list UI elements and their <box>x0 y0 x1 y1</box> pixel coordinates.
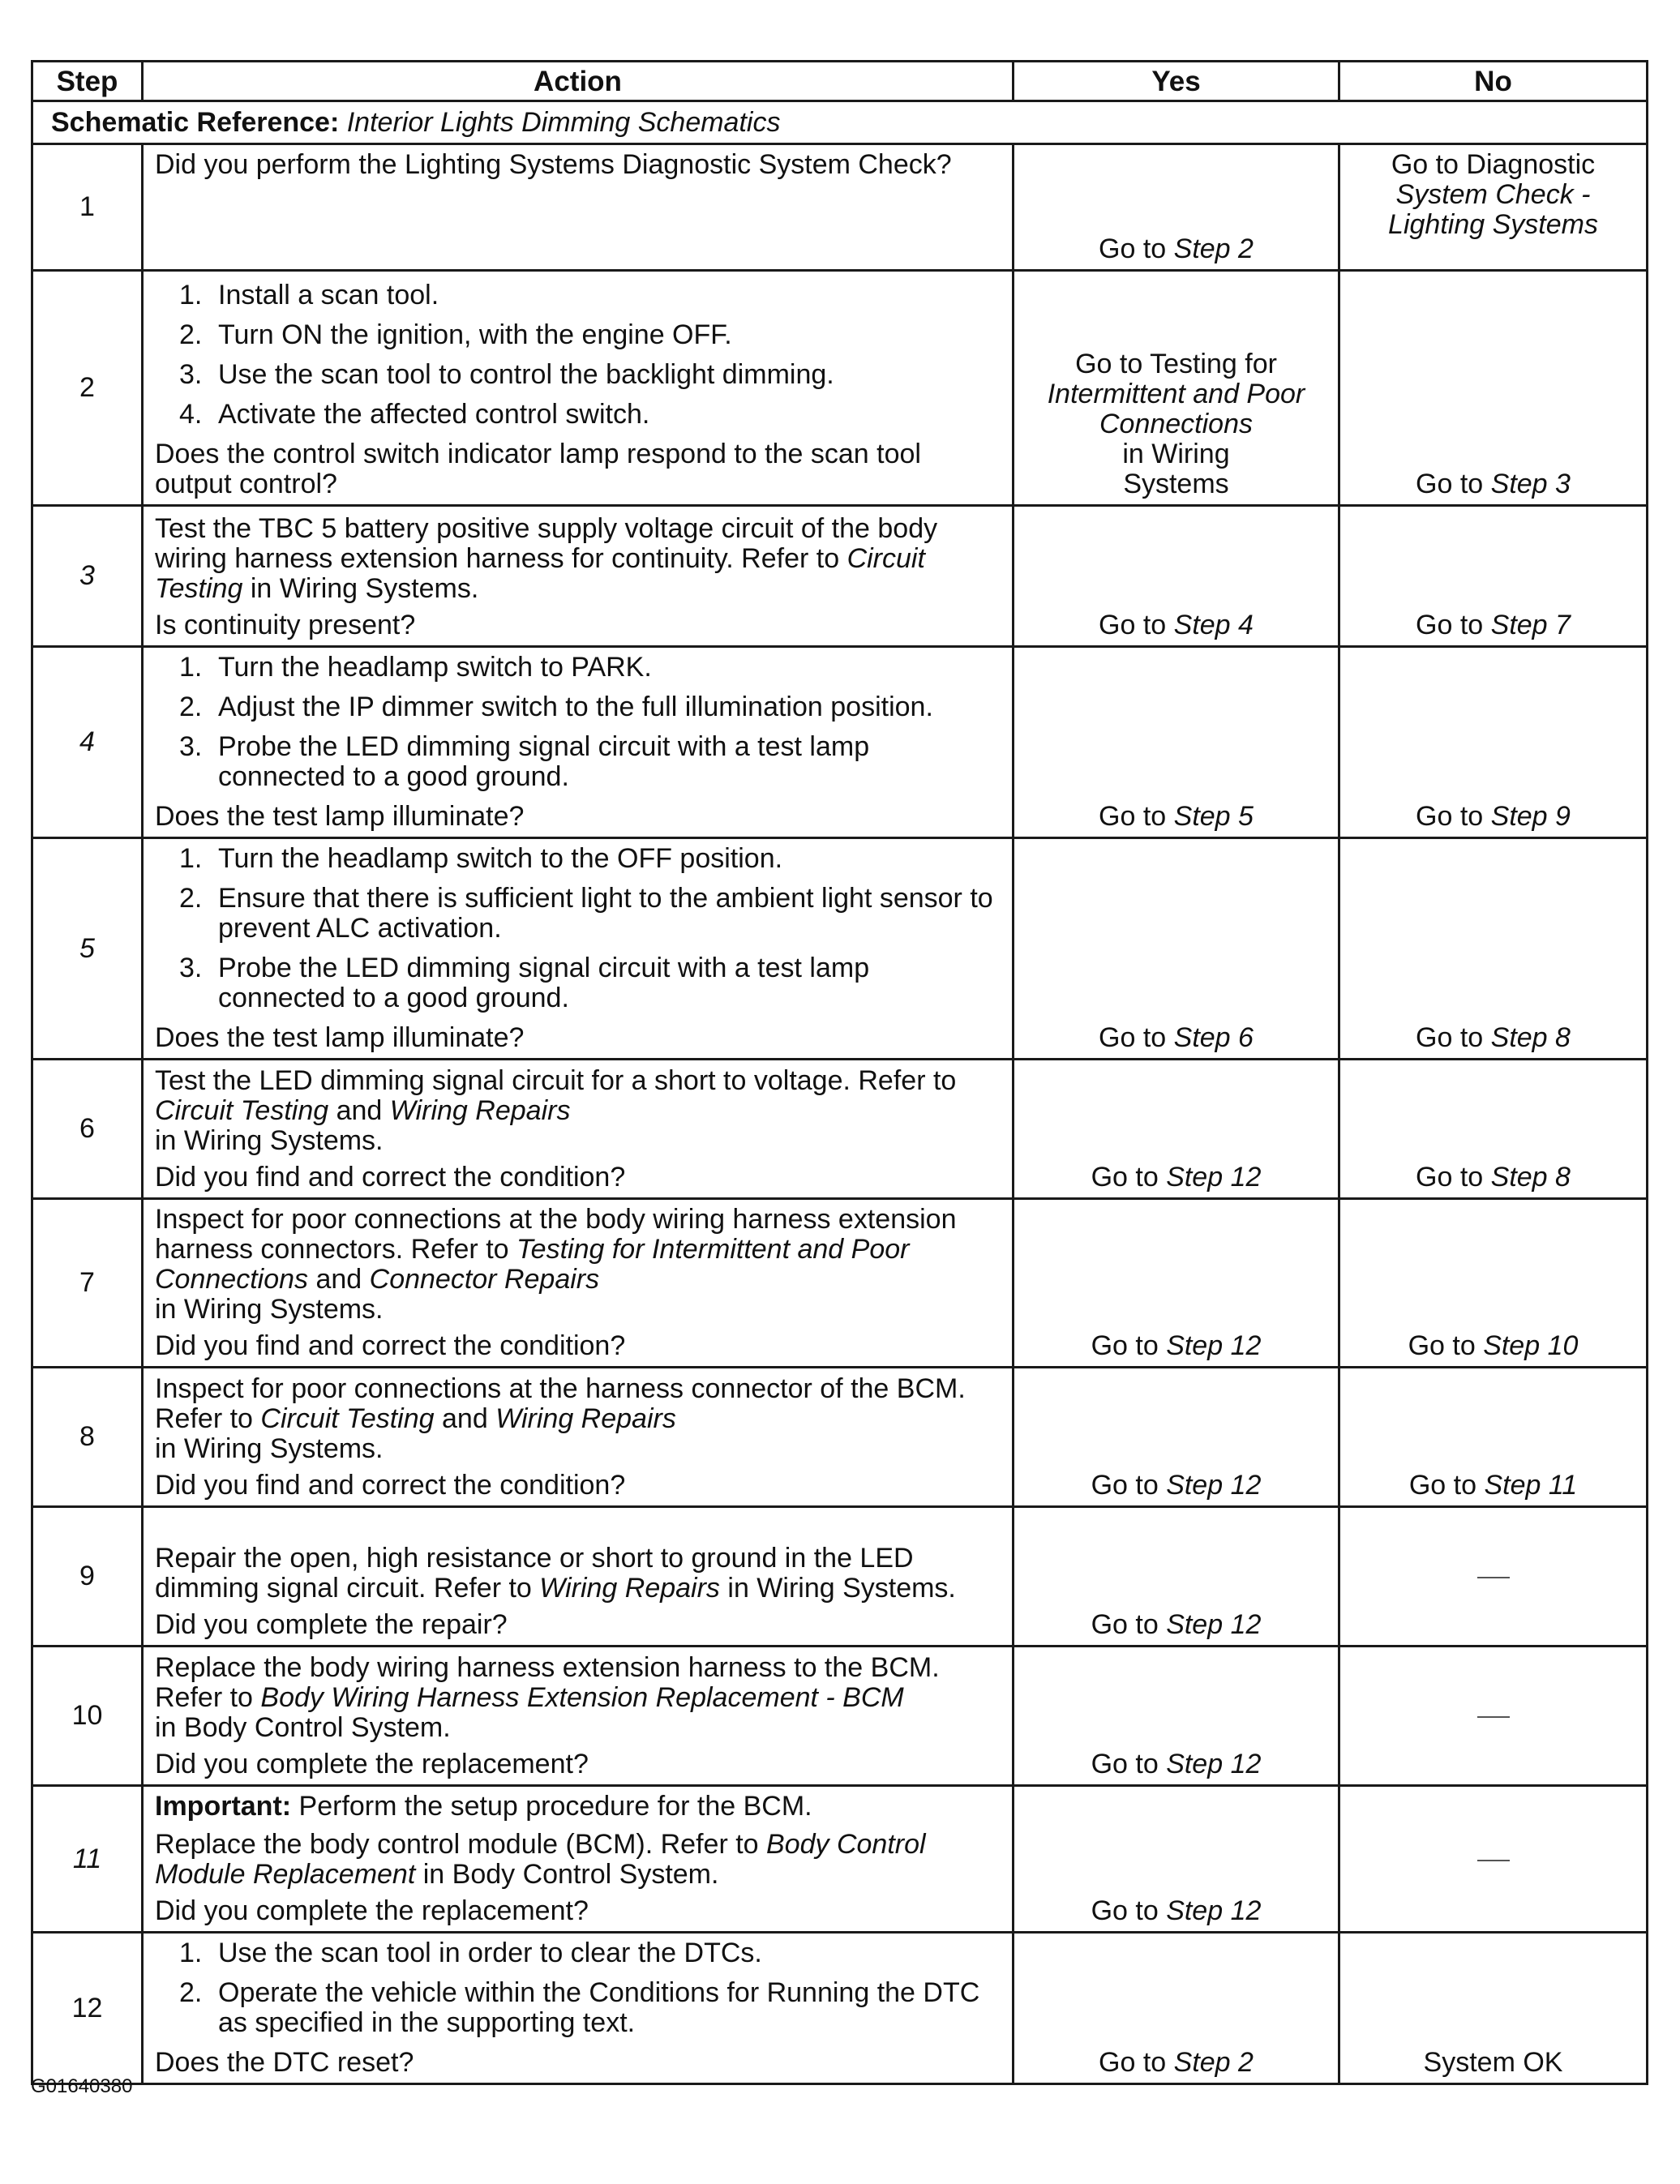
action-reference: Circuit Testing <box>155 1095 329 1126</box>
not-applicable-dash <box>1477 1716 1510 1718</box>
no-prefix: Go to <box>1408 1470 1485 1501</box>
action-question: Does the control switch indicator lamp respond to the scan tool output control? <box>155 439 921 499</box>
action-text <box>155 514 1001 604</box>
action-question: Did you find and correct the condition? <box>155 1330 626 1361</box>
list-item-text: Operate the vehicle within the Conditions for Running the DTC as specified in the supporting text. <box>218 1977 980 2038</box>
action-cell <box>143 1933 1014 2084</box>
schematic-label: Schematic Reference: <box>51 106 340 138</box>
table-row <box>32 506 1648 647</box>
yes-cell <box>1014 838 1339 1060</box>
diagnostic-table <box>31 60 1648 2085</box>
no-line <box>1348 210 1638 240</box>
yes-line: Connections <box>1099 409 1253 439</box>
action-cell <box>143 647 1014 838</box>
step-number <box>32 506 143 647</box>
no-cell <box>1339 1786 1648 1933</box>
action-text-b: in Wiring Systems. <box>155 1433 384 1464</box>
table-row <box>32 838 1648 1060</box>
header-row <box>32 62 1648 101</box>
action-text <box>155 1205 1001 1325</box>
important-text: Perform the setup procedure for the BCM. <box>291 1791 812 1822</box>
action-reference-2: Wiring Repairs <box>389 1095 571 1126</box>
action-list <box>155 280 1001 430</box>
table-row <box>32 1060 1648 1199</box>
list-item: 1. Use the scan tool in order to clear the DTCs. <box>179 1938 762 1968</box>
list-item: 2. Operate the vehicle within the Conditions for Running the DTC as specified in the supporting text. <box>179 1977 980 2038</box>
action-text-a: Test the TBC 5 battery positive supply voltage circuit of the body wiring harness extension harness for continuity. Refer to <box>155 513 938 574</box>
action-text-a: Inspect for poor connections at the body wiring harness extension harness connectors. Refer to <box>155 1204 957 1265</box>
list-item: 1. Turn the headlamp switch to the OFF position. <box>179 843 783 874</box>
no-cell <box>1339 1199 1648 1368</box>
action-cell <box>143 1786 1014 1933</box>
step-number <box>32 838 143 1060</box>
action-text-b: in Body Control System. <box>155 1712 451 1743</box>
table-row <box>32 1507 1648 1647</box>
step-number <box>32 647 143 838</box>
no-cell <box>1339 271 1648 506</box>
list-item: 3. Use the scan tool to control the backlight dimming. <box>179 359 834 390</box>
no-step-link: Step 8 <box>1490 1022 1571 1053</box>
no-prefix: Go to <box>1416 801 1491 832</box>
step-number-text: 5 <box>79 932 95 964</box>
yes-step-link: Step 12 <box>1166 1470 1262 1501</box>
action-text <box>155 1066 1001 1156</box>
yes-cell <box>1014 1647 1339 1786</box>
action-reference: Body Wiring Harness Extension Replacement - BCM <box>260 1682 904 1713</box>
header-no: No <box>1339 62 1648 101</box>
table-row <box>32 1199 1648 1368</box>
header-step: Step <box>32 62 143 101</box>
yes-step-link: Step 12 <box>1166 1895 1262 1926</box>
list-item: 3. Probe the LED dimming signal circuit with a test lamp connected to a good ground. <box>179 731 870 792</box>
yes-step-link: Step 4 <box>1173 610 1254 640</box>
yes-step-link: Step 5 <box>1173 801 1254 832</box>
yes-line: Systems <box>1123 469 1229 499</box>
list-item-text: Install a scan tool. <box>218 280 439 310</box>
action-text-a: Replace the body control module (BCM). Refer to <box>155 1829 767 1860</box>
no-step-link: Step 3 <box>1490 469 1571 499</box>
yes-cell <box>1014 144 1339 271</box>
list-item: 3. Probe the LED dimming signal circuit with a test lamp connected to a good ground. <box>179 953 870 1013</box>
no-prefix: Go to <box>1416 469 1491 499</box>
step-number: 7 <box>32 1199 143 1368</box>
step-number-text: 4 <box>79 726 95 757</box>
list-item: 1. Turn the headlamp switch to PARK. <box>179 652 652 683</box>
yes-cell <box>1014 1199 1339 1368</box>
action-reference-2: Connector Repairs <box>369 1264 600 1295</box>
step-number: 12 <box>32 1933 143 2084</box>
action-question: Did you complete the replacement? <box>155 1749 589 1779</box>
step-number <box>32 1786 143 1933</box>
action-text-a: Inspect for poor connections at the harness connector of the BCM. Refer to <box>155 1373 966 1434</box>
yes-prefix: Go to <box>1099 233 1174 264</box>
action-cell <box>143 506 1014 647</box>
table-row <box>32 271 1648 506</box>
action-list <box>155 844 1001 1013</box>
action-text-b: in Wiring Systems. <box>719 1573 956 1604</box>
no-cell <box>1339 144 1648 271</box>
action-text-a: Replace the body wiring harness extension harness to the BCM. Refer to <box>155 1652 940 1713</box>
no-line <box>1348 180 1638 210</box>
schematic-reference <box>32 101 1648 144</box>
list-item: 4. Activate the affected control switch. <box>179 399 650 430</box>
yes-step-link: Step 12 <box>1166 1609 1262 1640</box>
action-text-mid: and <box>434 1403 496 1434</box>
yes-cell <box>1014 506 1339 647</box>
yes-step-link: Step 6 <box>1173 1022 1254 1053</box>
list-item-text: Ensure that there is sufficient light to the ambient light sensor to prevent ALC activation. <box>218 883 993 944</box>
table-row <box>32 1933 1648 2084</box>
header-action: Action <box>143 62 1014 101</box>
action-question: Did you complete the repair? <box>155 1609 508 1640</box>
yes-prefix: Go to <box>1091 1749 1167 1779</box>
figure-id: G01640380 <box>31 2075 133 2097</box>
action-text-b: in Wiring Systems. <box>155 1125 384 1156</box>
action-cell <box>143 1060 1014 1199</box>
list-item-text: Probe the LED dimming signal circuit with a test lamp connected to a good ground. <box>218 731 870 792</box>
list-item: 2. Turn ON the ignition, with the engine OFF. <box>179 319 732 350</box>
yes-prefix: Go to <box>1091 1162 1167 1193</box>
action-text-a: Test the LED dimming signal circuit for a short to voltage. Refer to <box>155 1065 957 1096</box>
yes-prefix: Go to <box>1099 610 1174 640</box>
action-question: Did you complete the replacement? <box>155 1895 589 1926</box>
action-cell <box>143 1507 1014 1647</box>
no-step-link: Step 8 <box>1490 1162 1571 1193</box>
no-cell <box>1339 647 1648 838</box>
table-row <box>32 144 1648 271</box>
no-prefix: Go to <box>1408 1330 1484 1361</box>
no-prefix: Go to <box>1416 1162 1491 1193</box>
yes-cell <box>1014 1507 1339 1647</box>
yes-step-link: Step 2 <box>1173 2047 1254 2078</box>
action-cell <box>143 271 1014 506</box>
table-row <box>32 1368 1648 1507</box>
action-text-b: in Wiring Systems. <box>242 573 479 604</box>
no-cell: System OK <box>1339 1933 1648 2084</box>
no-prefix: Go to <box>1416 610 1491 640</box>
action-reference: Testing for Intermittent and Poor Connections <box>155 1234 910 1295</box>
step-number: 1 <box>32 144 143 271</box>
action-cell <box>143 1647 1014 1786</box>
action-cell <box>143 838 1014 1060</box>
action-question: Did you find and correct the condition? <box>155 1162 626 1193</box>
action-question: Does the test lamp illuminate? <box>155 1022 525 1053</box>
not-applicable-dash <box>1477 1860 1510 1861</box>
yes-line: Intermittent and Poor <box>1047 379 1305 409</box>
list-item-text: Use the scan tool to control the backlight dimming. <box>218 359 834 390</box>
no-cell <box>1339 1647 1648 1786</box>
action-question: Did you find and correct the condition? <box>155 1470 626 1501</box>
list-item-text: Adjust the IP dimmer switch to the full illumination position. <box>218 692 933 722</box>
list-item-text: Turn the headlamp switch to PARK. <box>218 652 652 683</box>
important-note <box>155 1792 1001 1822</box>
yes-prefix: Go to <box>1091 1609 1167 1640</box>
action-reference: Wiring Repairs <box>539 1573 720 1604</box>
yes-line: in Wiring <box>1122 439 1230 469</box>
step-number: 6 <box>32 1060 143 1199</box>
no-cell <box>1339 1507 1648 1647</box>
yes-cell <box>1014 647 1339 838</box>
no-step-link: Step 9 <box>1490 801 1571 832</box>
yes-prefix: Go to <box>1091 1895 1167 1926</box>
no-cell <box>1339 1368 1648 1507</box>
yes-cell <box>1014 1786 1339 1933</box>
action-cell <box>143 1368 1014 1507</box>
no-cell <box>1339 1060 1648 1199</box>
action-question: Does the DTC reset? <box>155 2047 414 2078</box>
no-cell <box>1339 838 1648 1060</box>
no-line-2: System Check - <box>1395 179 1591 210</box>
header-yes: Yes <box>1014 62 1339 101</box>
action-text <box>155 1653 1001 1743</box>
no-step-link: Step 10 <box>1483 1330 1579 1361</box>
not-applicable-dash <box>1477 1577 1510 1578</box>
action-text-mid: and <box>328 1095 390 1126</box>
action-text <box>155 1374 1001 1464</box>
action-list <box>155 1938 1001 2038</box>
action-text <box>155 1544 1001 1604</box>
list-item-text: Activate the affected control switch. <box>218 399 650 430</box>
yes-step-link: Step 12 <box>1166 1330 1262 1361</box>
yes-step-link: Step 12 <box>1166 1162 1262 1193</box>
no-cell <box>1339 506 1648 647</box>
list-item-text: Probe the LED dimming signal circuit with a test lamp connected to a good ground. <box>218 953 870 1013</box>
action-list <box>155 653 1001 792</box>
action-cell <box>143 1199 1014 1368</box>
action-text-mid: and <box>308 1264 370 1295</box>
action-cell <box>143 144 1014 271</box>
action-question: Does the test lamp illuminate? <box>155 801 525 832</box>
yes-cell <box>1014 1060 1339 1199</box>
table-row <box>32 1647 1648 1786</box>
action-text-b: in Body Control System. <box>415 1859 719 1890</box>
list-item: 2. Adjust the IP dimmer switch to the full illumination position. <box>179 692 933 722</box>
action-text: Did you perform the Lighting Systems Diagnostic System Check? <box>155 149 952 180</box>
list-item: 2. Ensure that there is sufficient light to the ambient light sensor to prevent ALC activation. <box>179 883 993 944</box>
step-number: 9 <box>32 1507 143 1647</box>
no-line-1: Go to Diagnostic <box>1391 149 1596 180</box>
step-number: 8 <box>32 1368 143 1507</box>
yes-cell <box>1014 1368 1339 1507</box>
no-prefix: Go to <box>1416 1022 1491 1053</box>
action-reference: Body Control Module Replacement <box>155 1829 926 1890</box>
list-item-text: Turn the headlamp switch to the OFF position. <box>218 843 783 874</box>
diagnostic-table-container <box>31 60 1646 2085</box>
step-number-text: 11 <box>72 1843 102 1874</box>
no-line-3: Lighting Systems <box>1388 209 1598 240</box>
step-number: 10 <box>32 1647 143 1786</box>
action-question: Is continuity present? <box>155 610 416 640</box>
yes-prefix: Go to <box>1099 801 1174 832</box>
schematic-reference-row <box>32 101 1648 144</box>
action-text <box>155 1830 1001 1890</box>
no-line <box>1348 150 1638 180</box>
yes-line: Go to Testing for <box>1075 349 1277 379</box>
list-item-text: Use the scan tool in order to clear the DTCs. <box>218 1938 762 1968</box>
yes-prefix: Go to <box>1091 1470 1167 1501</box>
table-row <box>32 647 1648 838</box>
no-step-link: Step 11 <box>1484 1470 1578 1501</box>
action-reference: Circuit Testing <box>155 543 925 604</box>
yes-cell <box>1014 271 1339 506</box>
yes-prefix: Go to <box>1099 2047 1174 2078</box>
table-row <box>32 1786 1648 1933</box>
yes-cell <box>1014 1933 1339 2084</box>
step-number: 2 <box>32 271 143 506</box>
yes-prefix: Go to <box>1099 1022 1174 1053</box>
yes-step-link: Step 12 <box>1166 1749 1262 1779</box>
action-reference-2: Wiring Repairs <box>495 1403 676 1434</box>
schematic-value: Interior Lights Dimming Schematics <box>346 106 781 138</box>
list-item: 1. Install a scan tool. <box>179 280 439 310</box>
action-text-a: Repair the open, high resistance or short to ground in the LED dimming signal circuit. Refer to <box>155 1543 914 1604</box>
action-text-b: in Wiring Systems. <box>155 1294 384 1325</box>
yes-prefix: Go to <box>1091 1330 1167 1361</box>
important-label: Important: <box>155 1791 292 1822</box>
yes-step-link: Step 2 <box>1173 233 1254 264</box>
list-item-text: Turn ON the ignition, with the engine OFF. <box>218 319 732 350</box>
step-number-text: 3 <box>79 560 95 591</box>
action-reference: Circuit Testing <box>260 1403 435 1434</box>
no-step-link: Step 7 <box>1490 610 1571 640</box>
